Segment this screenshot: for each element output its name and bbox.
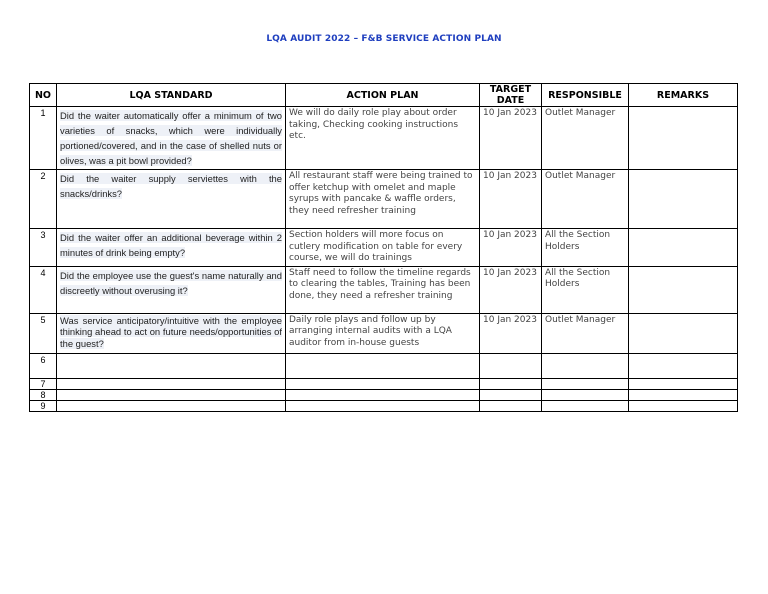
lqa-standard-text: Did the waiter offer an additional beverage within 2 minutes of drink being empty?: [60, 232, 282, 258]
action-plan-cell: We will do daily role play about order taking, Checking cooking instructions etc.: [286, 107, 480, 170]
action-plan-cell: [286, 353, 480, 378]
remarks-cell: [629, 389, 738, 400]
row-number: 3: [30, 229, 57, 267]
table-row: [30, 266, 738, 313]
remarks-cell: [629, 313, 738, 353]
action-plan-cell: Section holders will more focus on cutlery modification on table for every course, we will do trainings: [286, 229, 480, 267]
responsible-cell: Outlet Manager: [542, 313, 629, 353]
table-row: [30, 400, 738, 411]
responsible-cell: [542, 389, 629, 400]
table-row: [30, 378, 738, 389]
action-plan-table: [29, 83, 738, 412]
header-action-plan: ACTION PLAN: [286, 84, 480, 107]
table-row: [30, 389, 738, 400]
lqa-standard-cell: [57, 229, 286, 267]
action-plan-cell: [286, 400, 480, 411]
remarks-cell: [629, 266, 738, 313]
responsible-cell: [542, 378, 629, 389]
target-date-cell: [480, 378, 542, 389]
row-number: 9: [30, 400, 57, 411]
responsible-cell: [542, 400, 629, 411]
target-date-cell: [480, 400, 542, 411]
target-date-cell: [480, 353, 542, 378]
row-number: 8: [30, 389, 57, 400]
row-number: 2: [30, 170, 57, 229]
remarks-cell: [629, 353, 738, 378]
table-header-row: [30, 84, 738, 107]
lqa-standard-cell: [57, 266, 286, 313]
target-date-cell: 10 Jan 2023: [480, 313, 542, 353]
header-target-date: TARGET DATE: [480, 84, 542, 107]
action-plan-cell: [286, 389, 480, 400]
lqa-standard-cell: [57, 378, 286, 389]
target-date-cell: [480, 389, 542, 400]
table-row: [30, 313, 738, 353]
row-number: 5: [30, 313, 57, 353]
remarks-cell: [629, 229, 738, 267]
table-row: [30, 229, 738, 267]
lqa-standard-cell: [57, 313, 286, 353]
table-row: [30, 170, 738, 229]
lqa-standard-text: Was service anticipatory/intuitive with the employee thinking ahead to act on future needs/opportunities of the guest?: [60, 314, 282, 349]
table-row: [30, 107, 738, 170]
target-date-cell: 10 Jan 2023: [480, 229, 542, 267]
lqa-standard-cell: [57, 170, 286, 229]
responsible-cell: Outlet Manager: [542, 107, 629, 170]
responsible-cell: All the Section Holders: [542, 266, 629, 313]
header-no: NO: [30, 84, 57, 107]
responsible-cell: All the Section Holders: [542, 229, 629, 267]
row-number: 4: [30, 266, 57, 313]
lqa-standard-cell: [57, 389, 286, 400]
responsible-cell: Outlet Manager: [542, 170, 629, 229]
lqa-standard-cell: [57, 353, 286, 378]
document-title: LQA AUDIT 2022 – F&B SERVICE ACTION PLAN: [266, 34, 502, 44]
action-plan-cell: Daily role plays and follow up by arranging internal audits with a LQA auditor from in-house guests: [286, 313, 480, 353]
lqa-standard-text: Did the waiter supply serviettes with the snacks/drinks?: [60, 173, 282, 199]
action-plan-cell: [286, 378, 480, 389]
target-date-cell: 10 Jan 2023: [480, 170, 542, 229]
table-row: [30, 353, 738, 378]
lqa-standard-text: Did the employee use the guest's name naturally and discreetly without overusing it?: [60, 269, 282, 296]
lqa-standard-text: Did the waiter automatically offer a minimum of two varieties of snacks, which were individually portioned/covered, and in the case of shelled nuts or olives, was a pit bowl provided?: [60, 110, 282, 166]
remarks-cell: [629, 400, 738, 411]
row-number: 7: [30, 378, 57, 389]
row-number: 6: [30, 353, 57, 378]
header-remarks: REMARKS: [629, 84, 738, 107]
lqa-standard-cell: [57, 107, 286, 170]
header-responsible: RESPONSIBLE: [542, 84, 629, 107]
action-plan-cell: Staff need to follow the timeline regards to clearing the tables, Training has been done, they need a refresher training: [286, 266, 480, 313]
target-date-cell: 10 Jan 2023: [480, 266, 542, 313]
remarks-cell: [629, 107, 738, 170]
row-number: 1: [30, 107, 57, 170]
remarks-cell: [629, 170, 738, 229]
remarks-cell: [629, 378, 738, 389]
responsible-cell: [542, 353, 629, 378]
lqa-standard-cell: [57, 400, 286, 411]
action-plan-cell: All restaurant staff were being trained to offer ketchup with omelet and maple syrups with pancake & waffle orders, they need refresher training: [286, 170, 480, 229]
target-date-cell: 10 Jan 2023: [480, 107, 542, 170]
header-lqa-standard: LQA STANDARD: [57, 84, 286, 107]
